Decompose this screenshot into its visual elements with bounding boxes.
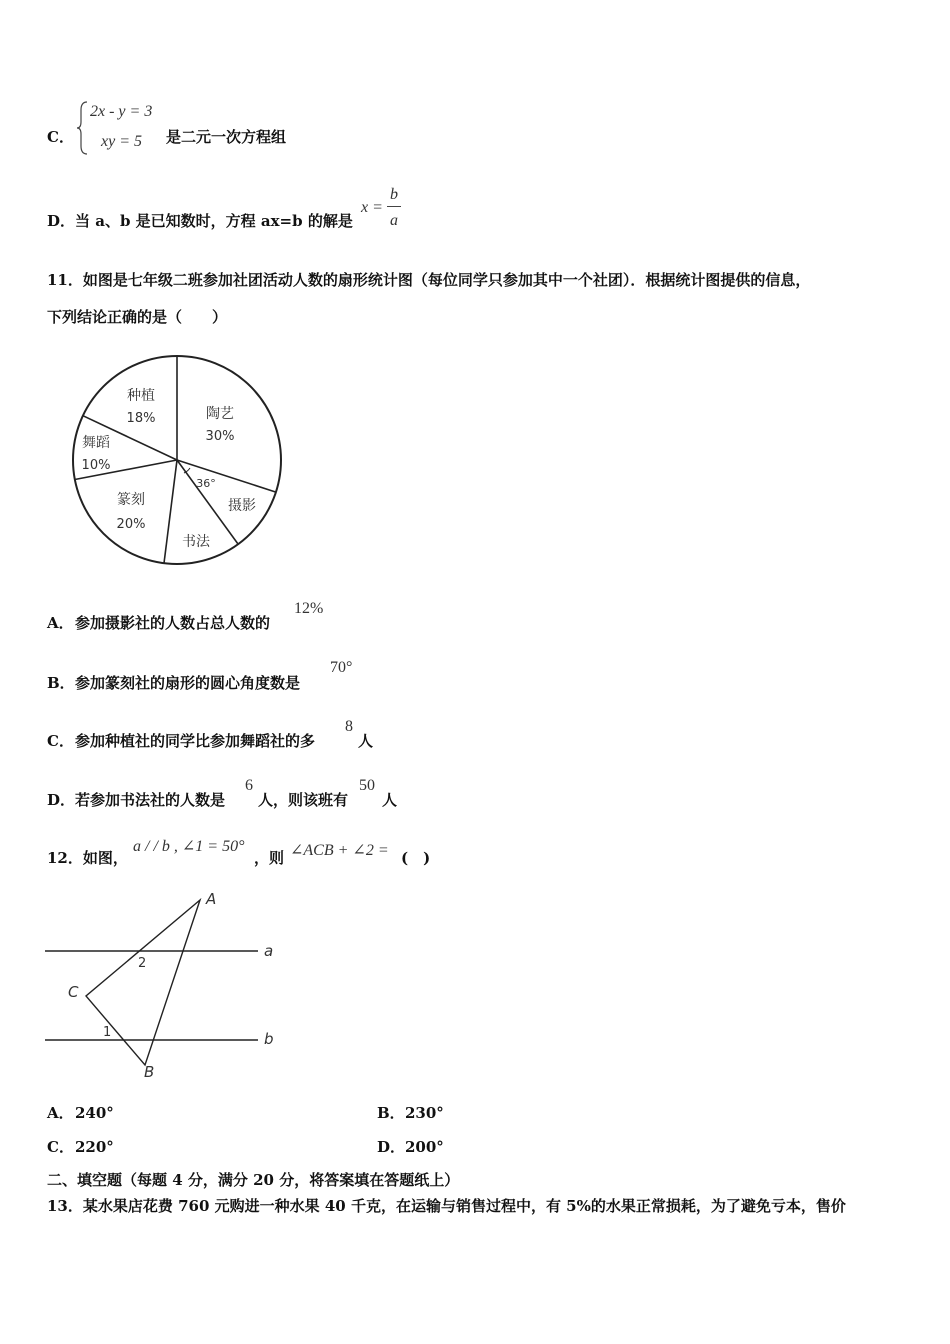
option-label: D．	[47, 212, 76, 230]
label-angle-2: 2	[138, 956, 147, 971]
label-point-c: C	[68, 983, 79, 1001]
label-point-b: B	[144, 1063, 155, 1081]
fraction-bar	[387, 206, 401, 207]
left-brace-icon	[76, 100, 90, 156]
equation-2: xy = 5	[101, 133, 142, 150]
pie-chart	[70, 348, 290, 570]
q11-stem-line2: 下列结论正确的是（ ）	[47, 308, 228, 326]
option-text: 参加篆刻社的扇形的圆心角度数是	[75, 674, 301, 692]
fraction-numerator: b	[390, 186, 398, 203]
option-value: 220°	[75, 1138, 114, 1156]
option-unit: 人	[358, 732, 374, 750]
q13-stem: 13．某水果店花费 760 元购进一种水果 40 千克，在运输与销售过程中，有 5%的水果正常损耗，为了避免亏本，售价	[47, 1197, 846, 1215]
q12-mid-text: ，则	[254, 849, 285, 867]
label-angle-1: 1	[103, 1025, 112, 1040]
slice-name-taoyi: 陶艺	[206, 406, 234, 422]
slice-name-sheying: 摄影	[228, 498, 256, 514]
option-text: 若参加书法社的人数是	[75, 791, 226, 809]
angle-annotation: 36°	[196, 477, 216, 490]
slice-name-wudao: 舞蹈	[82, 435, 110, 451]
label-point-a: A	[206, 890, 217, 908]
option-text: 参加摄影社的人数占总人数的	[75, 614, 271, 632]
q11-stem-line1: 11．如图是七年级二班参加社团活动人数的扇形统计图（每位同学只参加其中一个社团）．根据统计图提供的信息，	[47, 271, 811, 289]
equation-1: 2x - y = 3	[90, 103, 153, 120]
option-label: B．	[377, 1104, 405, 1122]
option-math: 70°	[330, 659, 353, 676]
option-value: 230°	[405, 1104, 444, 1122]
option-value: 240°	[75, 1104, 114, 1122]
option-label: C．	[47, 732, 74, 750]
option-label: B．	[47, 674, 75, 692]
option-math: 8	[345, 718, 353, 735]
option-math-2: 50	[359, 777, 375, 794]
q12-expression: ∠ACB + ∠2 =	[290, 842, 389, 859]
option-label: C．	[47, 1138, 74, 1156]
option-label: D．	[47, 791, 76, 809]
option-label: A．	[47, 1104, 74, 1122]
q12-figure	[40, 885, 290, 1085]
option-unit: 人	[382, 791, 398, 809]
option-label: A．	[47, 614, 74, 632]
option-text: 参加种植社的同学比参加舞蹈社的多	[75, 732, 316, 750]
slice-name-zhongzhi: 种植	[127, 388, 155, 404]
slice-label-zhuanke: 20%	[116, 517, 146, 532]
option-math: 12%	[294, 600, 324, 617]
option-text: 是二元一次方程组	[166, 128, 287, 146]
option-mid-text: 人，则该班有	[258, 791, 349, 809]
fraction-lhs: x =	[361, 199, 383, 216]
q12-paren: ( )	[401, 849, 431, 867]
q12-number: 12．如图，	[47, 849, 128, 867]
slice-label-zhongzhi: 18%	[126, 411, 156, 426]
slice-label-wudao: 10%	[81, 458, 111, 473]
label-line-b: b	[264, 1030, 274, 1048]
option-math-1: 6	[245, 777, 253, 794]
option-text: 当 a、b 是已知数时，方程 ax=b 的解是	[75, 212, 353, 230]
slice-name-zhuanke: 篆刻	[117, 492, 145, 508]
q12-condition: a / / b , ∠1 = 50°	[133, 838, 245, 855]
label-line-a: a	[264, 942, 274, 960]
slice-name-shufa: 书法	[182, 534, 210, 550]
section-heading: 二、填空题（每题 4 分，满分 20 分，将答案填在答题纸上）	[47, 1171, 460, 1189]
option-label: D．	[377, 1138, 406, 1156]
slice-label-taoyi: 30%	[205, 429, 235, 444]
option-label: C．	[47, 128, 74, 146]
option-value: 200°	[405, 1138, 444, 1156]
fraction-denominator: a	[390, 212, 398, 229]
